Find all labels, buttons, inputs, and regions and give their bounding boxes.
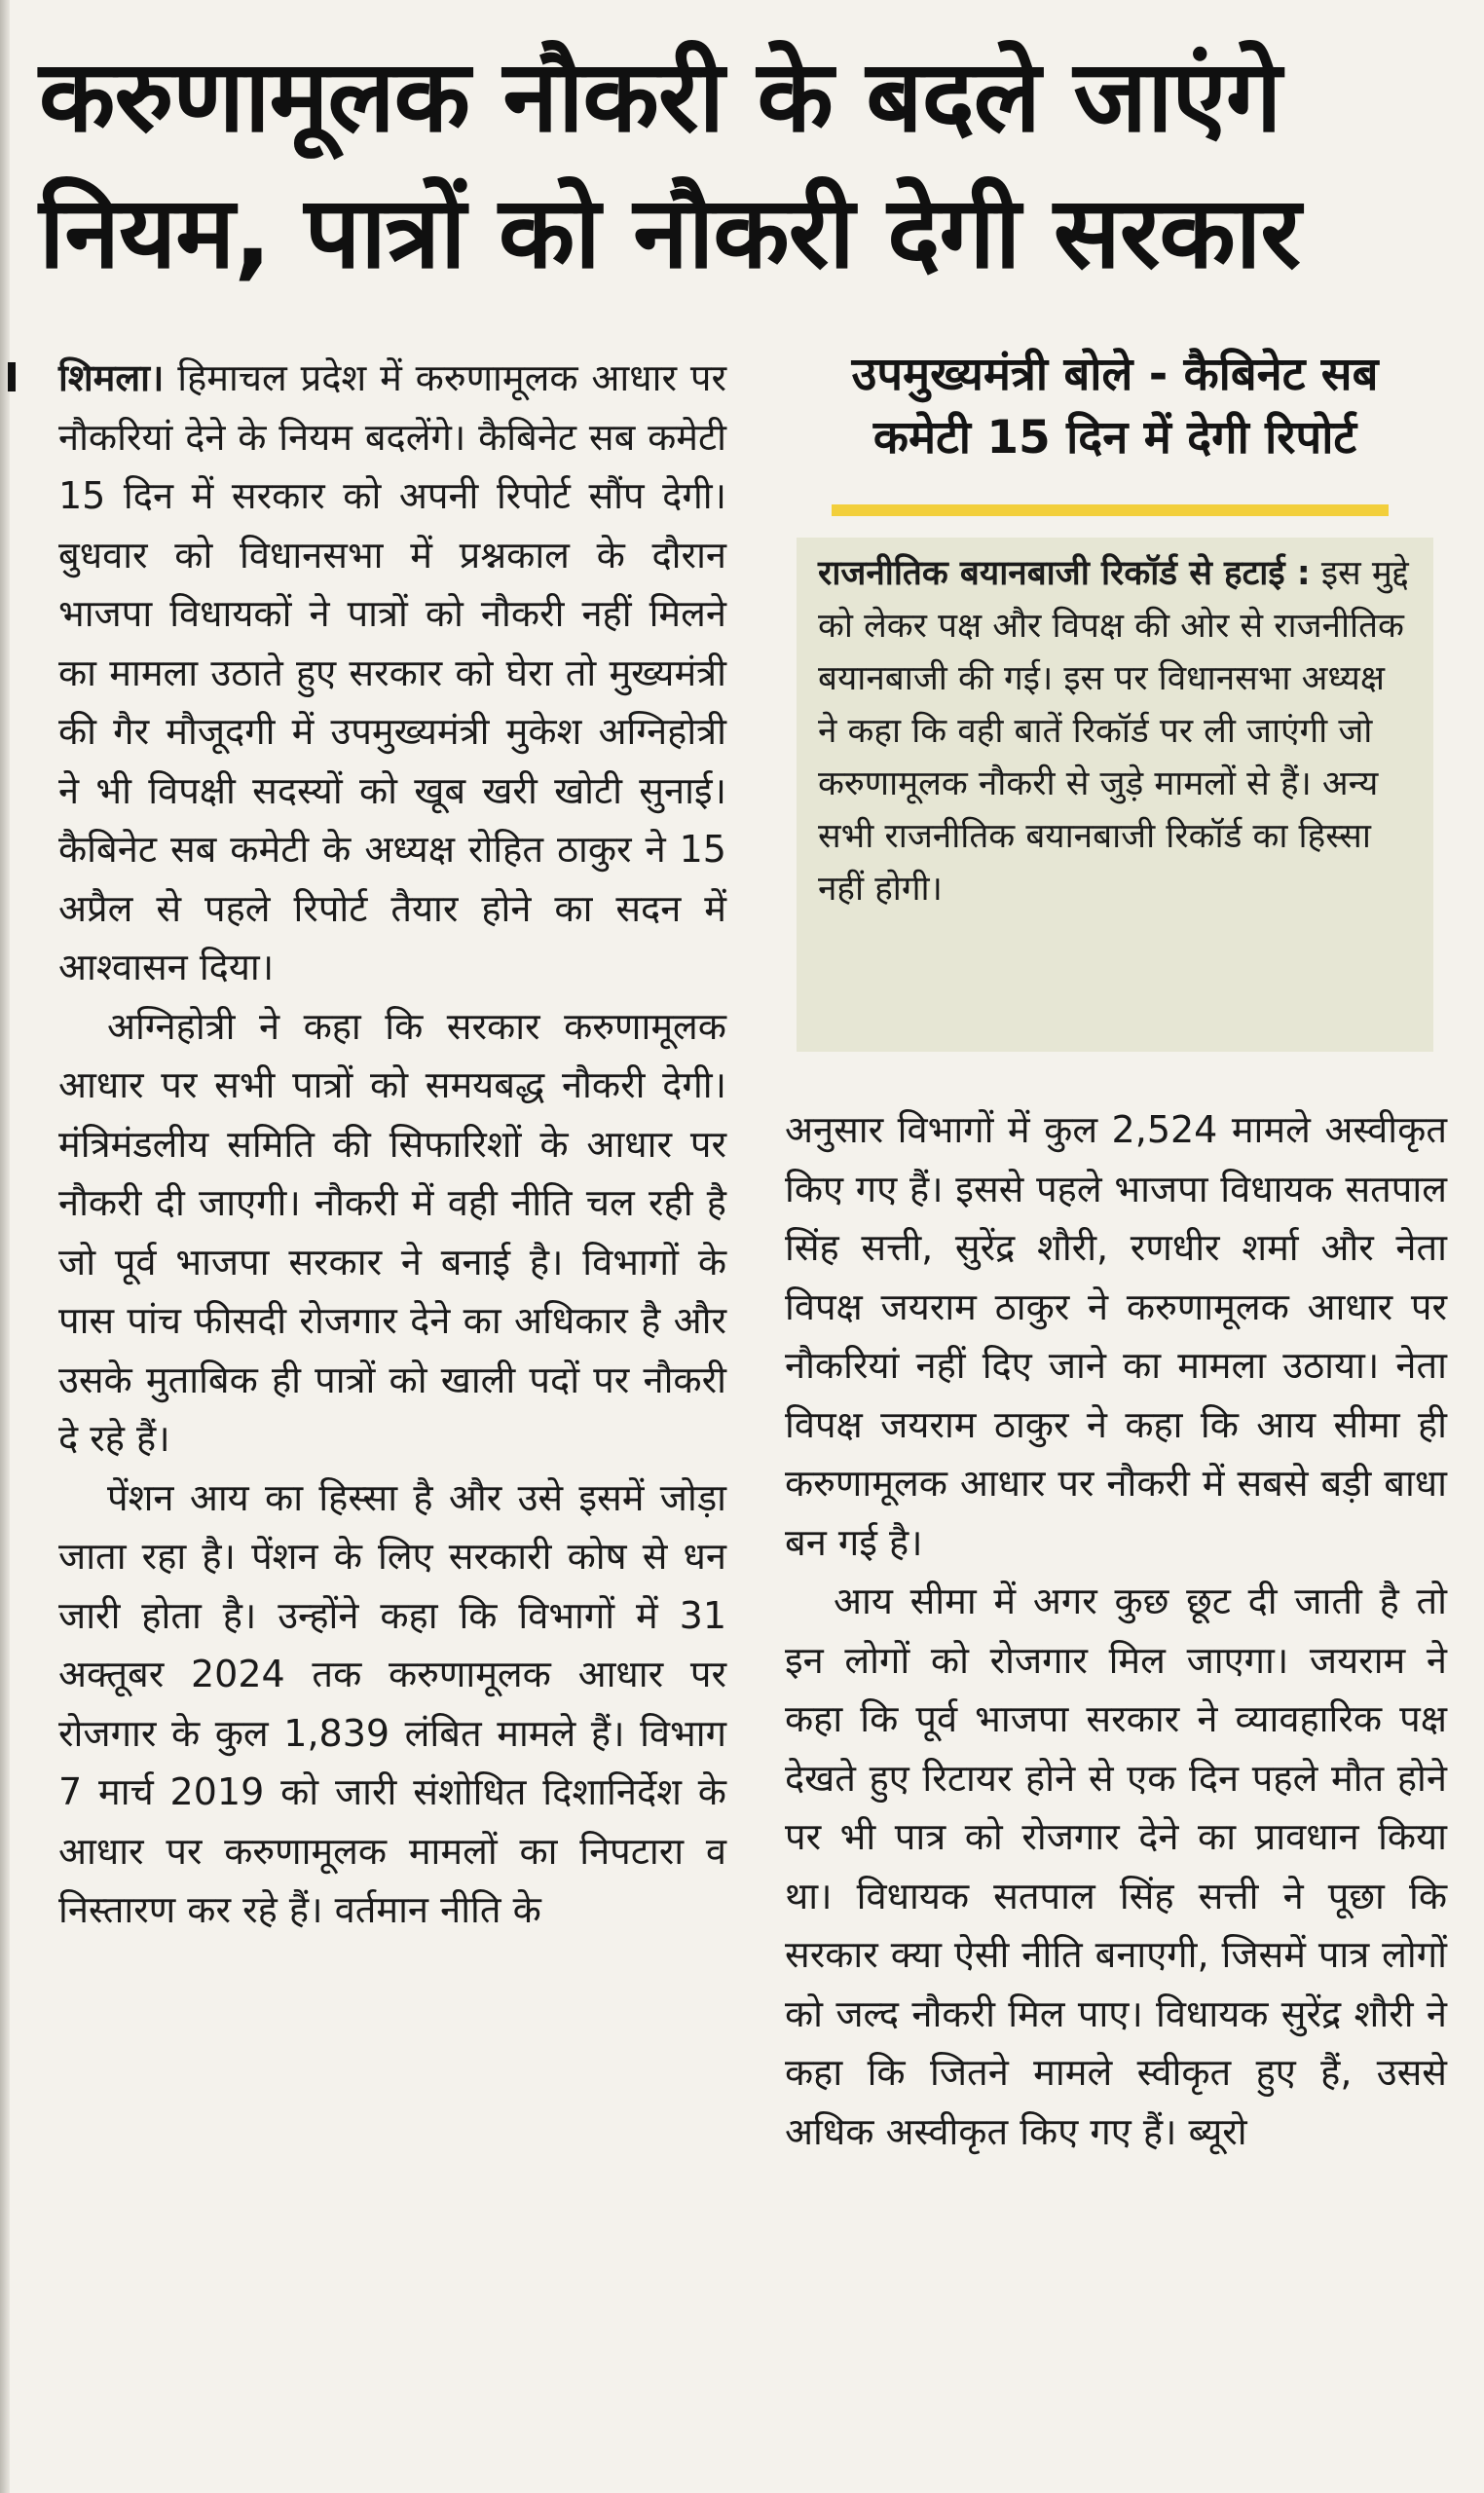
sidebar-box xyxy=(797,538,1433,1052)
headline-line-2: नियम, पात्रों को नौकरी देगी सरकार xyxy=(39,175,1300,291)
headline-line-1: करुणामूलक नौकरी के बदले जाएंगे xyxy=(39,39,1281,155)
dateline: शिमला। xyxy=(58,356,165,399)
sidebar-title: राजनीतिक बयानबाजी रिकॉर्ड से हटाई : xyxy=(818,554,1311,593)
subhead-line-1: उपमुख्यमंत्री बोले - कैबिनेट सब xyxy=(851,348,1379,401)
article-column-left xyxy=(58,349,726,1940)
article-paragraph-3: पेंशन आय का हिस्सा है और उसे इसमें जोड़ा जाता रहा है। पेंशन के लिए सरकारी कोष से धन जारी होता है। उन्होंने कहा कि विभागों में 31 अक्तूबर 2024 तक करुणामूलक आधार पर रोजगार के कुल 1,839 लंबित मामले हैं। विभाग 7 मार्च 2019 को जारी संशोधित दिशानिर्देश के आधार पर करुणामूलक मामलों का निपटारा व निस्तारण कर रहे हैं। वर्तमान नीति के xyxy=(58,1475,726,1931)
headline xyxy=(39,29,1461,302)
article-paragraph-2: अग्निहोत्री ने कहा कि सरकार करुणामूलक आधार पर सभी पात्रों को समयबद्ध नौकरी देगी। मंत्रिमंडलीय समिति की सिफारिशों के आधार पर नौकरी दी जाएगी। नौकरी में वही नीति चल रही है जो पूर्व भाजपा सरकार ने बनाई है। विभागों के पास पांच फीसदी रोजगार देने का अधिकार है और उसके मुताबिक ही पात्रों को खाली पदों पर नौकरी दे रहे हैं। xyxy=(58,1004,726,1460)
subheadline xyxy=(779,343,1451,469)
sidebar-body: इस मुद्दे को लेकर पक्ष और विपक्ष की ओर से राजनीतिक बयानबाजी की गई। इस पर विधानसभा अध्यक्ष ने कहा कि वही बातें रिकॉर्ड पर ली जाएंगी जो करुणामूलक नौकरी से जुड़े मामलों से हैं। अन्य सभी राजनीतिक बयानबाजी रिकॉर्ड का हिस्सा नहीं होगी। xyxy=(818,554,1409,909)
subhead-line-2: कमेटी 15 दिन में देगी रिपोर्ट xyxy=(872,411,1357,465)
article-paragraph-4: अनुसार विभागों में कुल 2,524 मामले अस्वीकृत किए गए हैं। इससे पहले भाजपा विधायक सतपाल सिंह सत्ती, सुरेंद्र शौरी, रणधीर शर्मा और नेता विपक्ष जयराम ठाकुर ने करुणामूलक आधार पर नौकरियां नहीं दिए जाने का मामला उठाया। नेता विपक्ष जयराम ठाकुर ने कहा कि आय सीमा ही करुणामूलक आधार पर नौकरी में सबसे बड़ी बाधा बन गई है। xyxy=(785,1108,1447,1564)
article-column-right xyxy=(785,1100,1447,2161)
article-paragraph-1 xyxy=(58,349,726,997)
subhead-underline xyxy=(832,504,1389,516)
column-marker xyxy=(8,362,16,391)
paragraph-1-text: हिमाचल प्रदेश में करुणामूलक आधार पर नौकरियां देने के नियम बदलेंगे। कैबिनेट सब कमेटी 15 दिन में सरकार को अपनी रिपोर्ट सौंप देगी। बुधवार को विधानसभा में प्रश्नकाल के दौरान भाजपा विधायकों ने पात्रों को नौकरी नहीं मिलने का मामला उठाते हुए सरकार को घेरा तो मुख्यमंत्री की गैर मौजूदगी में उपमुख्यमंत्री मुकेश अग्निहोत्री ने भी विपक्षी सदस्यों को खूब खरी खोटी सुनाई। कैबिनेट सब कमेटी के अध्यक्ष रोहित ठाकुर ने 15 अप्रैल से पहले रिपोर्ट तैयार होने का सदन में आश्वासन दिया। xyxy=(58,356,726,988)
article-paragraph-5: आय सीमा में अगर कुछ छूट दी जाती है तो इन लोगों को रोजगार मिल जाएगा। जयराम ने कहा कि पूर्व भाजपा सरकार ने व्यावहारिक पक्ष देखते हुए रिटायर होने से एक दिन पहले मौत होने पर भी पात्र को रोजगार देने का प्रावधान किया था। विधायक सतपाल सिंह सत्ती ने पूछा कि सरकार क्या ऐसी नीति बनाएगी, जिसमें पात्र लोगों को जल्द नौकरी मिल पाए। विधायक सुरेंद्र शौरी ने कहा कि जितने मामले स्वीकृत हुए हैं, उससे अधिक अस्वीकृत किए गए हैं। ब्यूरो xyxy=(785,1580,1447,2153)
sidebar-text xyxy=(818,547,1414,915)
